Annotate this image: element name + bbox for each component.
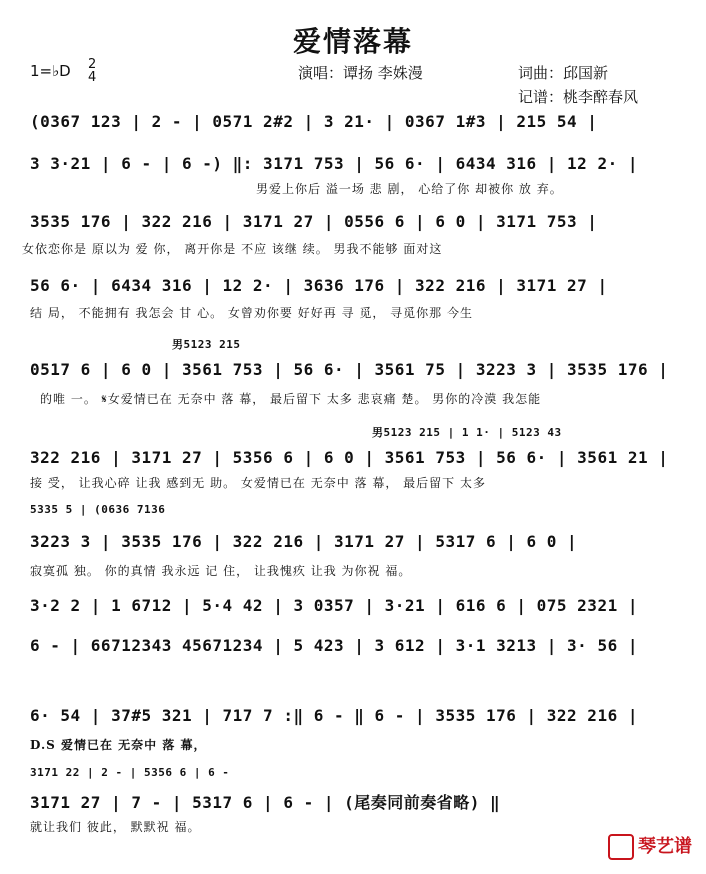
brand-logo: [608, 832, 692, 860]
notation-row: 322 216 | 3171 27 | 5356 6 | 6 0 | 3561 753 | 56 6· | 3561 21 |: [30, 448, 669, 467]
upper-row: 男5123 215 | 1 1· | 5123 43: [372, 426, 562, 439]
time-sig-bottom: 4: [88, 70, 97, 85]
lyrics-row: 接 受， 让我心碎 让我 感到无 助。 女爱情已在 无奈中 落 幕， 最后留下 太多: [30, 476, 486, 490]
singers: 演唱：谭扬 李姝漫: [298, 64, 423, 82]
key-signature: 1=♭D: [30, 62, 71, 80]
lyrics-row: 寂寞孤 独。 你的真情 我永远 记 住， 让我愧疚 让我 为你祝 福。: [30, 564, 412, 578]
brand-icon: [608, 834, 634, 860]
composer: 词曲：邱国新: [518, 64, 609, 82]
brand-name: 琴艺谱: [638, 836, 692, 857]
notation-row: 3·2 2 | 1 6712 | 5·4 42 | 3 0357 | 3·21 | 616 6 | 075 2321 |: [30, 596, 638, 615]
notation-row: 3 3·21 | 6 - | 6 -) ‖: 3171 753 | 56 6· | 6434 316 | 12 2· |: [30, 154, 638, 173]
notation-row: 3535 176 | 322 216 | 3171 27 | 0556 6 | 6 0 | 3171 753 |: [30, 212, 598, 231]
notation-row: (0367 123 | 2 - | 0571 2#2 | 3 21· | 0367 1#3 | 215 54 |: [30, 112, 598, 131]
song-title: 爱情落幕: [292, 25, 413, 58]
lyrics-row: 结 局， 不能拥有 我怎会 甘 心。 女曾劝你要 好好再 寻 觅， 寻觅你那 今生: [30, 306, 473, 320]
time-signature: [88, 58, 96, 84]
lyrics-row: D.S 爱情已在 无奈中 落 幕，: [30, 738, 207, 752]
time-sig-top: 2: [88, 57, 97, 72]
notation-row: 56 6· | 6434 316 | 12 2· | 3636 176 | 322 216 | 3171 27 |: [30, 276, 608, 295]
notation-row: 3223 3 | 3535 176 | 322 216 | 3171 27 | 5317 6 | 6 0 |: [30, 532, 578, 551]
upper-row: 5335 5 | (0636 7136: [30, 503, 166, 516]
lyrics-row: 男爱上你后 溢一场 悲 剧， 心给了你 却被你 放 弃。: [256, 182, 563, 196]
upper-row: 3171 22 | 2 - | 5356 6 | 6 -: [30, 766, 230, 779]
lyrics-row: 女依恋你是 原以为 爱 你， 离开你是 不应 该继 续。 男我不能够 面对这: [22, 242, 443, 256]
transcriber: 记谱：桃李醉春风: [518, 88, 639, 106]
notation-row: 6 - | 66712343 45671234 | 5 423 | 3 612 | 3·1 3213 | 3· 56 |: [30, 636, 638, 655]
notation-row: 0517 6 | 6 0 | 3561 753 | 56 6· | 3561 75 | 3223 3 | 3535 176 |: [30, 360, 669, 379]
lyrics-row: 就让我们 彼此， 默默祝 福。: [30, 820, 201, 834]
upper-row: 男5123 215: [172, 338, 241, 351]
notation-row: 3171 27 | 7 - | 5317 6 | 6 - | (尾奏同前奏省略) ‖: [30, 793, 501, 812]
lyrics-row: 的唯 一。 𝄋女爱情已在 无奈中 落 幕， 最后留下 太多 悲哀痛 楚。 男你的冷漠 我怎能: [40, 392, 542, 406]
notation-row: 6· 54 | 37#5 321 | 717 7 :‖ 6 - ‖ 6 - | 3535 176 | 322 216 |: [30, 706, 638, 725]
